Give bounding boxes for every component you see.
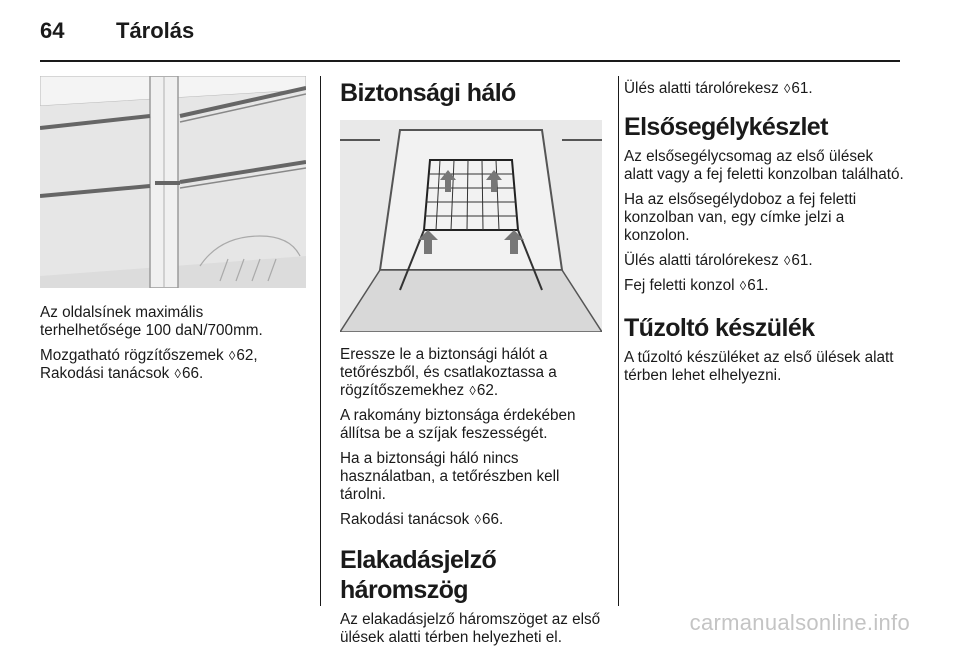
first-aid-heading: Elsősegélykészlet	[624, 113, 828, 141]
page-ref-arrow-icon: ◊	[174, 366, 181, 381]
overhead-console-reference-text: Fej feletti konzol ◊61.	[624, 277, 769, 294]
net-storage-text: Ha a biztonsági háló nincs használatban, a tetőrészben kell tárolni.	[340, 450, 560, 503]
first-aid-label-text: Ha az elsősegélydoboz a fej feletti konzolban van, egy címke jelzi a konzolon.	[624, 191, 857, 244]
page-ref-arrow-icon: ◊	[783, 253, 791, 268]
page-ref-arrow-icon: ◊	[783, 81, 791, 96]
safety-net-illustration	[340, 120, 602, 332]
section-title: Tárolás	[116, 18, 195, 43]
column-divider-1	[320, 76, 321, 606]
page-ref-arrow-icon: ◊	[474, 512, 481, 527]
page-ref-arrow-icon: ◊	[739, 278, 747, 293]
watermark: carmanualsonline.info	[689, 610, 910, 635]
column-1	[40, 76, 306, 390]
fire-extinguisher-text: A tűzoltó készüléket az első ülések alatt térben lehet elhelyezni.	[624, 349, 894, 384]
column-3	[624, 76, 904, 392]
page-ref-arrow-icon: ◊	[228, 348, 236, 363]
warning-triangle-text: Az elakadásjelző háromszöget az első ülések alatti térben helyezheti el.	[340, 611, 601, 646]
safety-net-heading: Biztonsági háló	[340, 79, 516, 107]
header-rule	[40, 60, 900, 62]
net-reference-text: Rakodási tanácsok ◊66.	[340, 511, 504, 528]
page-ref-arrow-icon: ◊	[469, 383, 476, 398]
net-step-2-text: A rakomány biztonsága érdekében állítsa be a szíjak feszességét.	[340, 407, 576, 442]
rail-load-text: Az oldalsínek maximális terhelhetősége 100 daN/700mm.	[40, 304, 263, 339]
column-2	[340, 76, 602, 654]
net-step-1-text: Eressze le a biztonsági hálót a tetőrészből, és csatlakoztassa a rögzítőszemekhez ◊62.	[340, 346, 557, 399]
page-number: 64	[40, 18, 65, 43]
fire-extinguisher-heading: Tűzoltó készülék	[624, 314, 815, 342]
under-seat-reference-text-2: Ülés alatti tárolórekesz ◊61.	[624, 252, 813, 269]
first-aid-location-text: Az elsősegélycsomag az első ülések alatt vagy a fej feletti konzolban található.	[624, 148, 904, 183]
column-divider-2	[618, 76, 619, 606]
side-rail-illustration	[40, 76, 306, 288]
references-text: Mozgatható rögzítőszemek ◊62, Rakodási tanácsok ◊66.	[40, 347, 258, 382]
under-seat-reference-text: Ülés alatti tárolórekesz ◊61.	[624, 80, 813, 97]
warning-triangle-heading: Elakadásjelző háromszög	[340, 546, 497, 604]
